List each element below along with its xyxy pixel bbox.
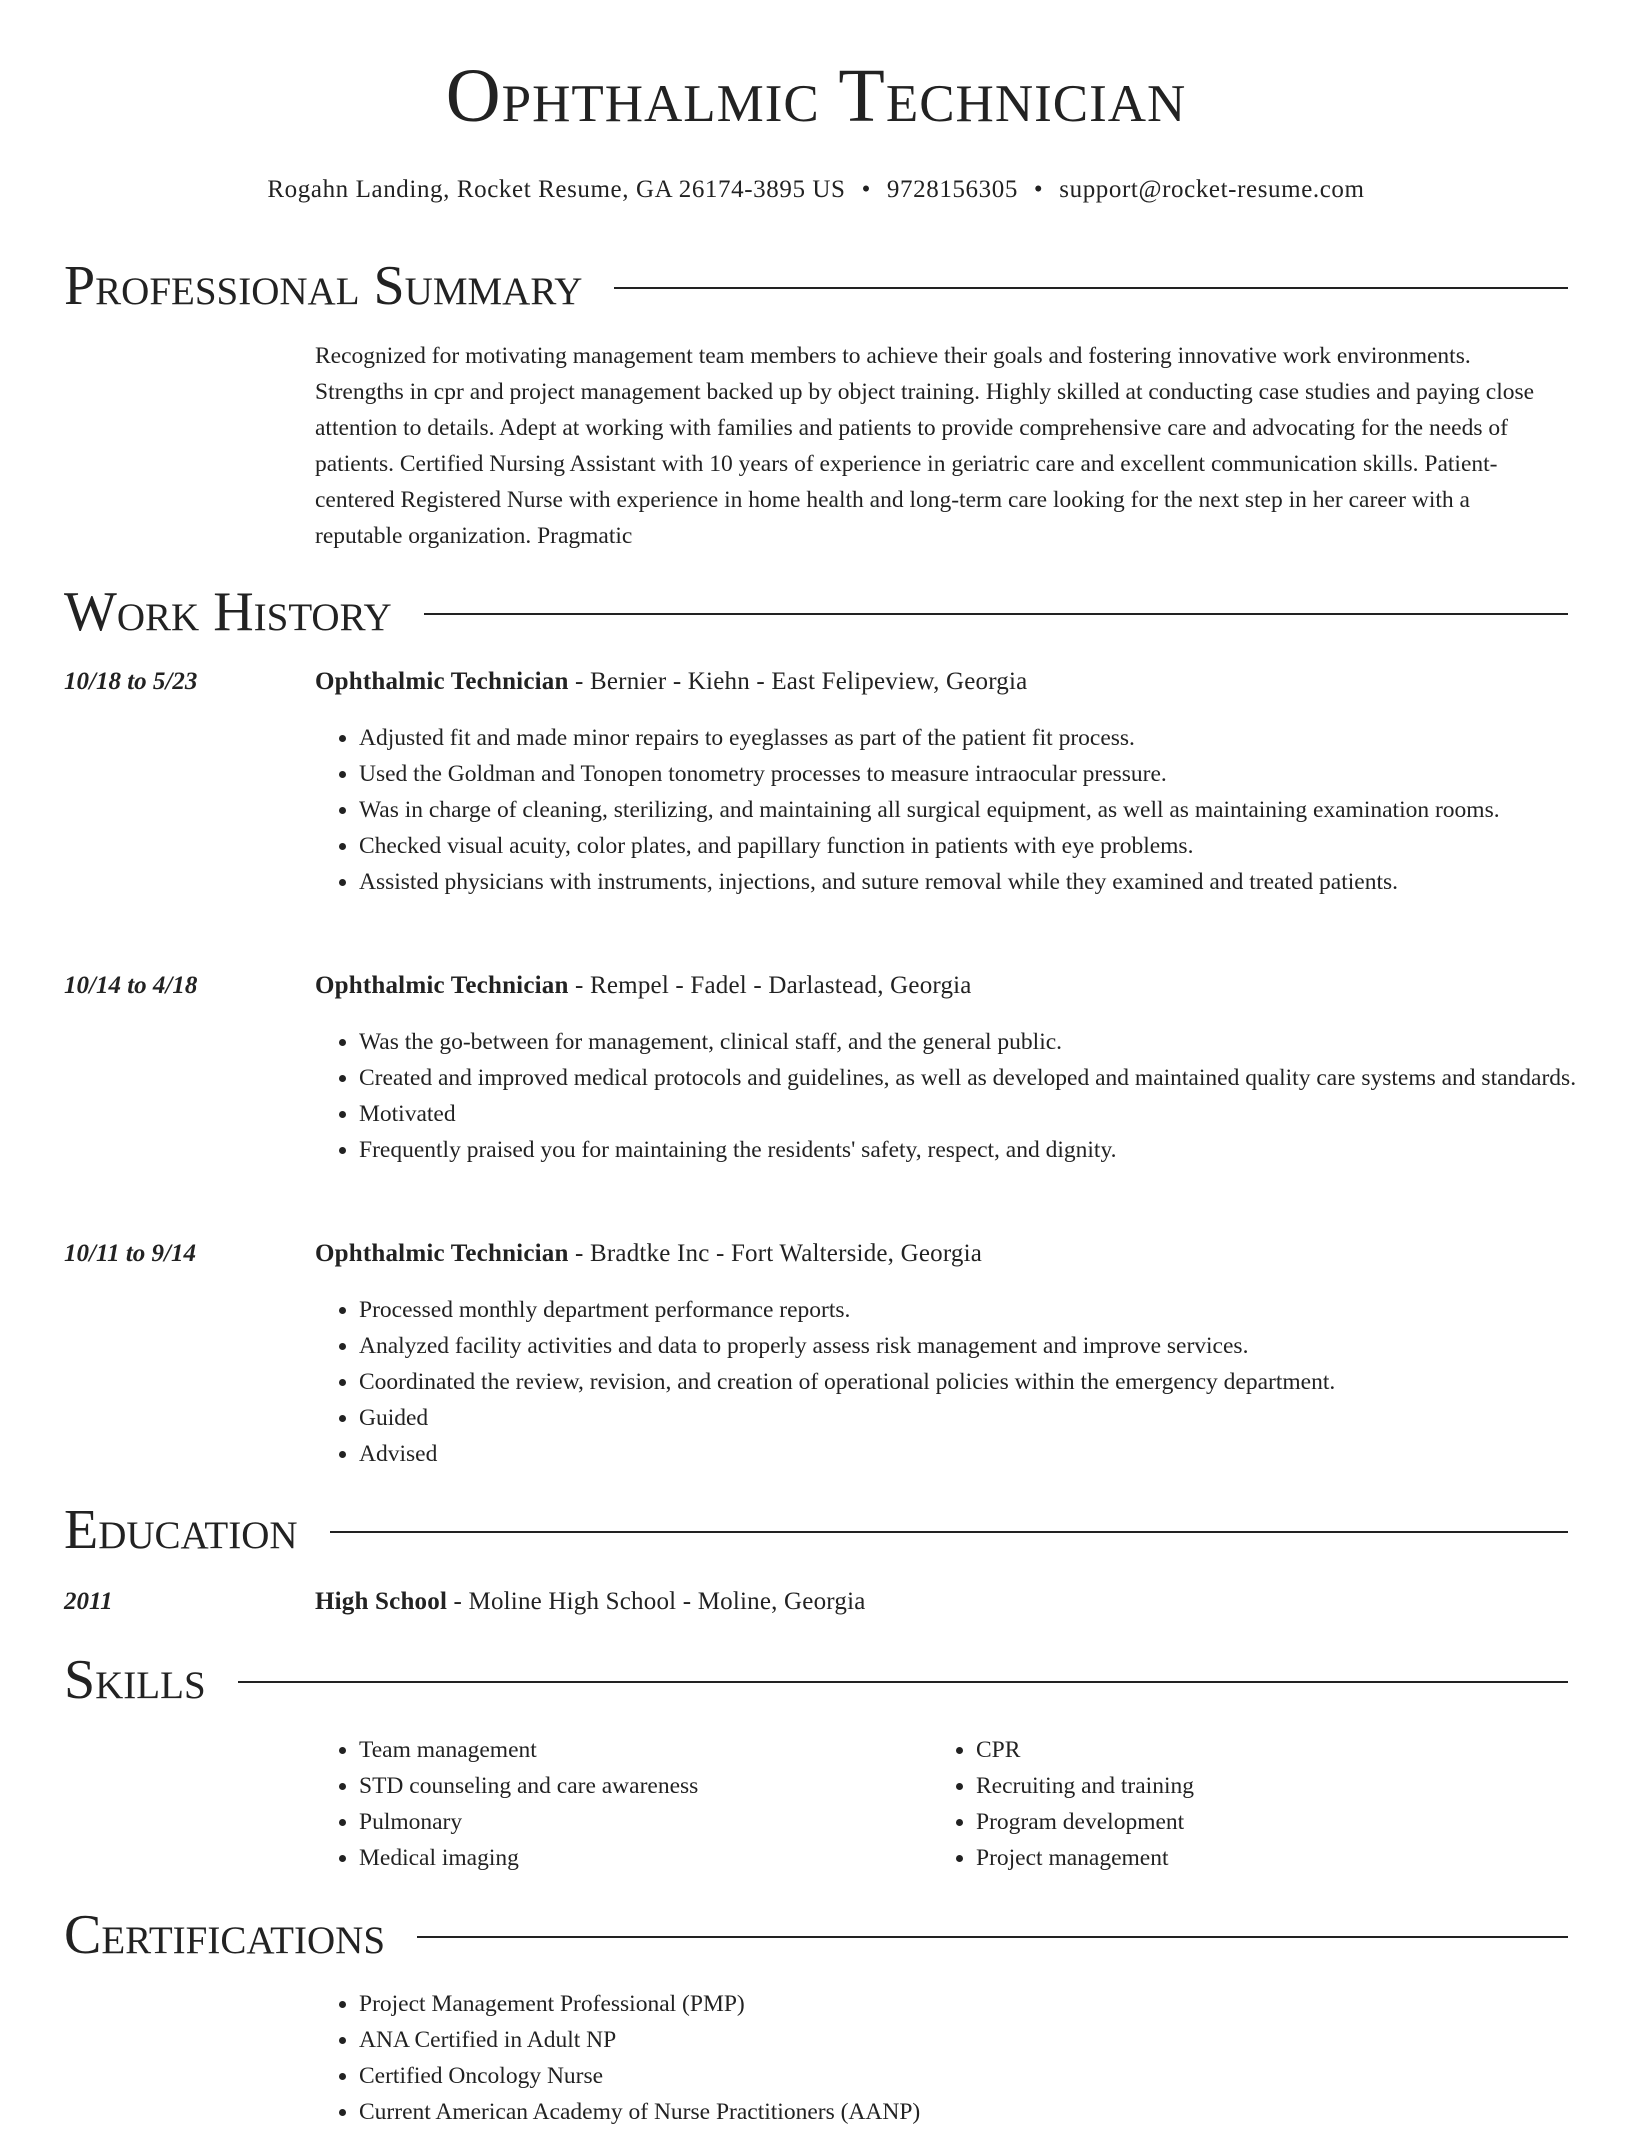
certifications-heading xyxy=(64,1904,1568,1966)
job-bullet: • Motivated xyxy=(359,1096,1609,1132)
job-bullet: • Checked visual acuity, color plates, and papillary function in patients with eye problems. xyxy=(359,828,1609,864)
education-heading-line xyxy=(315,1588,866,1616)
education-year: 2011 xyxy=(64,1588,113,1615)
contact-phone: 9728156305 xyxy=(886,176,1018,203)
job-heading xyxy=(315,668,1027,696)
skill-item: • Project management xyxy=(976,1840,1576,1876)
job-role: Ophthalmic Technician xyxy=(315,668,569,695)
skills-heading xyxy=(64,1649,1568,1711)
job-bullet: • Advised xyxy=(359,1436,1609,1472)
job-bullet: • Was the go-between for management, clinical staff, and the general public. xyxy=(359,1024,1609,1060)
job-bullet: • Created and improved medical protocols and guidelines, as well as developed and maintained quality care systems and standards. xyxy=(359,1060,1609,1096)
job-bullet: • Guided xyxy=(359,1400,1609,1436)
job-bullets xyxy=(315,1024,1609,1168)
certifications-list xyxy=(315,1986,1609,2130)
section-divider xyxy=(330,1531,1568,1533)
job-details: - Bradtke Inc - Fort Walterside, Georgia xyxy=(568,1240,983,1267)
job-role: Ophthalmic Technician xyxy=(315,972,569,999)
education-details: - Moline High School - Moline, Georgia xyxy=(447,1588,866,1615)
work-history-heading xyxy=(64,581,1568,643)
skill-item: • Pulmonary xyxy=(359,1804,959,1840)
job-bullet: • Coordinated the review, revision, and creation of operational policies within the emergency department. xyxy=(359,1364,1609,1400)
contact-separator: • xyxy=(861,176,871,203)
job-bullets xyxy=(315,720,1609,900)
summary-title: Professional Summary xyxy=(64,255,583,317)
contact-line xyxy=(0,176,1632,204)
section-divider xyxy=(614,287,1568,289)
education-degree: High School xyxy=(315,1588,448,1615)
job-bullet: • Analyzed facility activities and data to properly assess risk management and improve services. xyxy=(359,1328,1609,1364)
job-bullets xyxy=(315,1292,1609,1472)
education-title: Education xyxy=(64,1499,298,1561)
job-bullet: • Was in charge of cleaning, sterilizing, and maintaining all surgical equipment, as well as maintaining examination rooms. xyxy=(359,792,1609,828)
job-dates: 10/18 to 5/23 xyxy=(64,668,198,695)
certification-item: • ANA Certified in Adult NP xyxy=(359,2022,1609,2058)
section-divider xyxy=(238,1681,1568,1683)
job-details: - Rempel - Fadel - Darlastead, Georgia xyxy=(568,972,972,999)
contact-address: Rogahn Landing, Rocket Resume, GA 26174-3895 US xyxy=(267,176,846,203)
skill-item: • Program development xyxy=(976,1804,1576,1840)
skill-item: • CPR xyxy=(976,1732,1576,1768)
candidate-name: Ophthalmic Technician xyxy=(445,54,1187,138)
job-bullet: • Frequently praised you for maintaining the residents' safety, respect, and dignity. xyxy=(359,1132,1609,1168)
section-divider xyxy=(417,1936,1568,1938)
job-heading xyxy=(315,972,972,1000)
work-history-title: Work History xyxy=(64,581,392,643)
job-bullet: • Assisted physicians with instruments, injections, and suture removal while they examined and treated patients. xyxy=(359,864,1609,900)
certification-item: • Project Management Professional (PMP) xyxy=(359,1986,1609,2022)
certifications-title: Certifications xyxy=(64,1904,386,1966)
skill-item: • STD counseling and care awareness xyxy=(359,1768,959,1804)
skills-title: Skills xyxy=(64,1649,206,1711)
education-heading xyxy=(64,1499,1568,1561)
job-bullet: • Processed monthly department performance reports. xyxy=(359,1292,1609,1328)
certification-item: • Certified Oncology Nurse xyxy=(359,2058,1609,2094)
skill-item: • Team management xyxy=(359,1732,959,1768)
job-dates: 10/14 to 4/18 xyxy=(64,972,198,999)
job-dates: 10/11 to 9/14 xyxy=(64,1240,196,1267)
skill-item: • Recruiting and training xyxy=(976,1768,1576,1804)
job-details: - Bernier - Kiehn - East Felipeview, Georgia xyxy=(568,668,1028,695)
certification-item: • Current American Academy of Nurse Practitioners (AANP) xyxy=(359,2094,1609,2130)
contact-separator: • xyxy=(1033,176,1044,203)
section-divider xyxy=(424,613,1568,615)
job-bullet: • Used the Goldman and Tonopen tonometry processes to measure intraocular pressure. xyxy=(359,756,1609,792)
job-heading xyxy=(315,1240,982,1268)
skills-list-right xyxy=(932,1732,1576,1876)
contact-email: support@rocket-resume.com xyxy=(1059,176,1365,203)
skills-list-left xyxy=(315,1732,959,1876)
job-role: Ophthalmic Technician xyxy=(315,1240,569,1267)
summary-heading xyxy=(64,255,1568,317)
job-bullet: • Adjusted fit and made minor repairs to eyeglasses as part of the patient fit process. xyxy=(359,720,1609,756)
skill-item: • Medical imaging xyxy=(359,1840,959,1876)
summary-text: Recognized for motivating management team members to achieve their goals and fostering innovative work environments. Strengths in cpr and project management backed up by object training. Highly skilled at conducting case studies and paying close attention to details. Adept at working with families and patients to provide comprehensive care and advocating for the needs of patients. Certified Nursing Assistant with 10 years of experience in geriatric care and excellent communication skills. Patient-centered Registered Nurse with experience in home health and long-term care looking for the next step in her career with a reputable organization. Pragmatic xyxy=(315,343,1535,549)
